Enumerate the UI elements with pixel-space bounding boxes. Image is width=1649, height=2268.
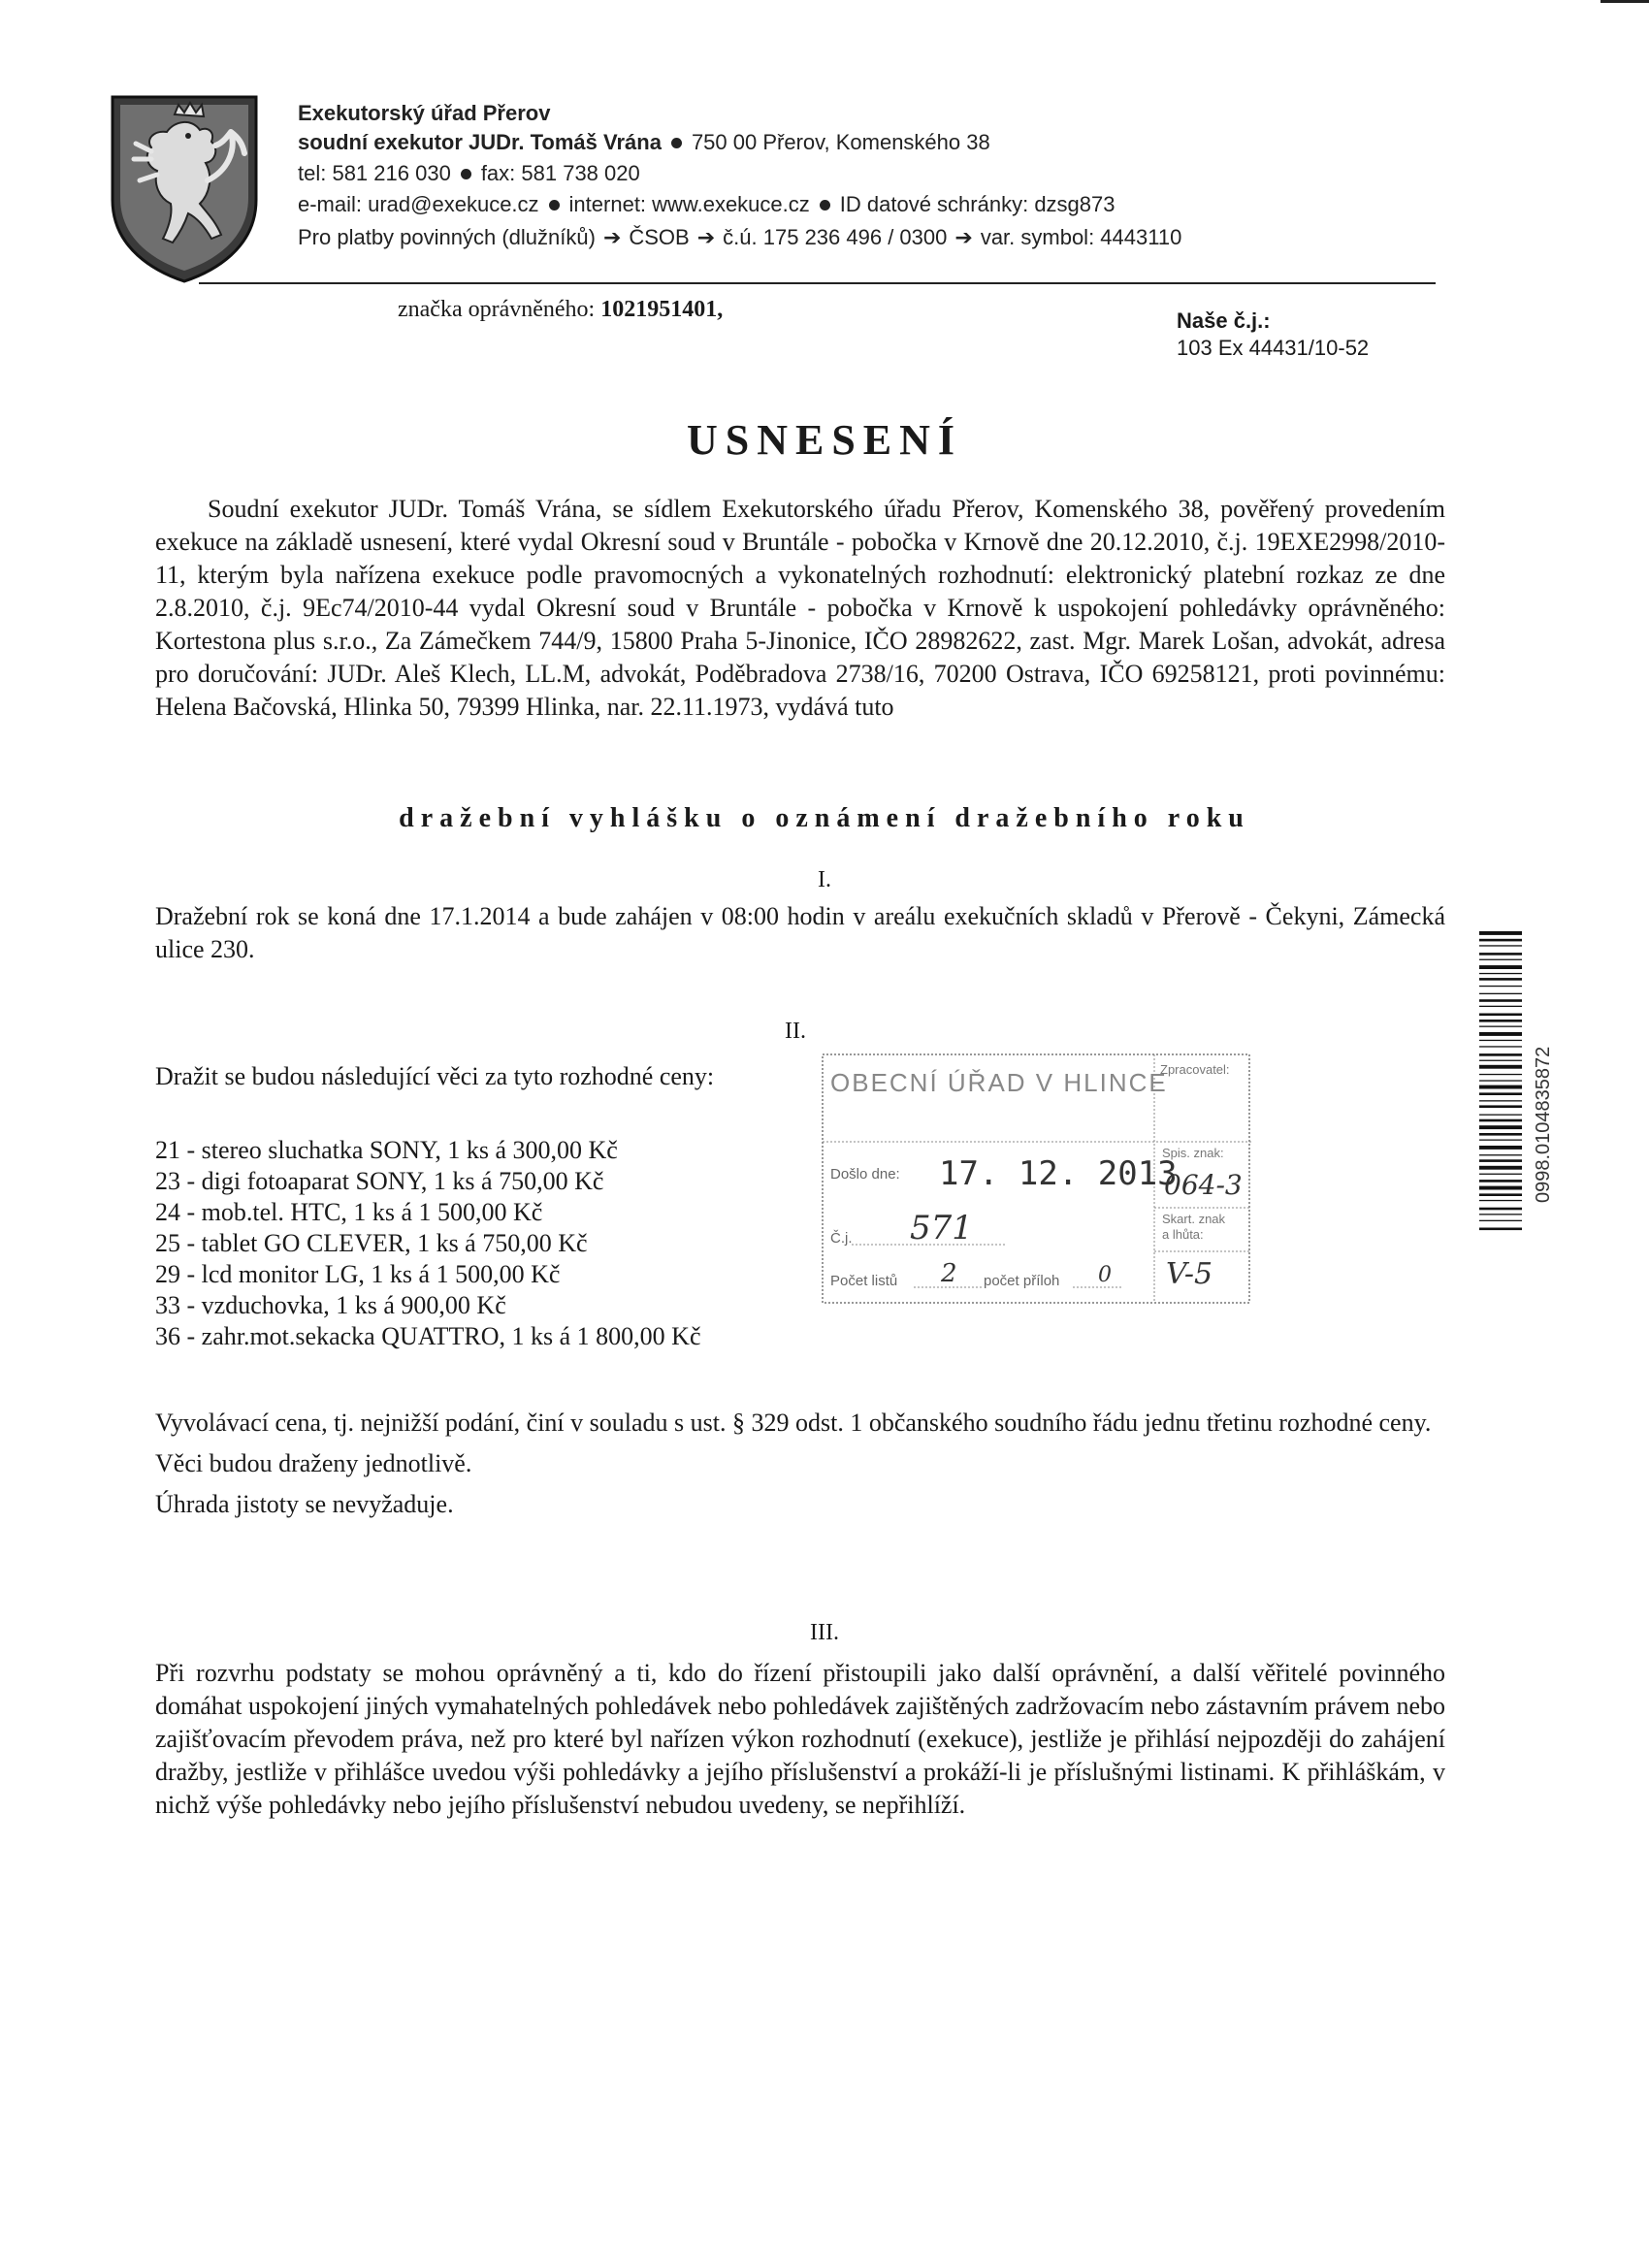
corner-mark <box>1600 0 1649 3</box>
document-title: USNESENÍ <box>686 416 963 464</box>
barcode-bar <box>1479 1053 1522 1056</box>
barcode-bar <box>1479 965 1522 969</box>
barcode-bar <box>1479 1074 1522 1075</box>
section-3-text: Při rozvrhu podstaty se mohou oprávněný a ti, kdo do řízení přistoupili jako další oprávnění, a další věřitelé povinného domáhat uspokojení jiných vymahatelných pohledávek nebo pohledávek zajištěných zadržovacím nebo zástavním právem nebo zajišťovacím převodem práva, než pro které byl nařízen výkon rozhodnutí (exekuce), jestliže je přihlásí nejpozději do zahájení dražby, jestliže v přihlášce uvedou výši pohledávky a jejího příslušenství a prokáží-li je příslušnými listinami. K přihláškám, v nichž výše pohledávky nebo jejího příslušenství nebudou uvedeny, se nepřihlíží. <box>155 1659 1445 1819</box>
barcode-bar <box>1479 1046 1522 1047</box>
section-3 <box>155 1657 1445 1822</box>
znacka-opravneneho <box>398 297 723 323</box>
stamp-skart-value: V-5 <box>1166 1257 1213 1291</box>
list-item: 29 - lcd monitor LG, 1 ks á 1 500,00 Kč <box>155 1260 561 1288</box>
barcode-bar <box>1479 978 1522 981</box>
barcode-bar <box>1479 1125 1522 1129</box>
list-item: 23 - digi fotoaparat SONY, 1 ks á 750,00 Kč <box>155 1167 604 1195</box>
barcode-bar <box>1479 1159 1522 1162</box>
barcode-bar <box>1479 1166 1522 1170</box>
znacka-value: 1021951401, <box>600 297 724 322</box>
barcode-bar <box>1479 939 1522 942</box>
coat-of-arms-icon <box>107 93 262 283</box>
header-payment-line <box>298 223 1181 252</box>
barcode-bar <box>1479 1180 1522 1183</box>
barcode-bar <box>1479 1006 1522 1007</box>
barcode-bar <box>1479 1228 1522 1231</box>
barcode-bar <box>1479 973 1522 974</box>
header-executor: soudní exekutor JUDr. Tomáš Vrána <box>298 130 662 154</box>
barcode-bar <box>1479 1146 1522 1150</box>
stamp-spis-value: 064-3 <box>1164 1169 1243 1201</box>
stamp-cj-label: Č.j. <box>830 1230 853 1247</box>
section-2-note-2: Věci budou draženy jednotlivě. <box>155 1449 472 1477</box>
barcode-bar <box>1479 1119 1522 1122</box>
stamp-cj-value: 571 <box>910 1209 973 1247</box>
registry-stamp <box>821 1053 1251 1305</box>
header-email: e-mail: urad@exekuce.cz <box>298 192 539 216</box>
barcode-bar <box>1479 1154 1522 1155</box>
intro-text: Soudní exekutor JUDr. Tomáš Vrána, se sídlem Exekutorského úřadu Přerov, Komenského 38, pověřený provedením exekuce na základě usnesení, které vydal Okresní soud v Bruntále - pobočka v Krnově dne 20.12.2010, č.j. 19EXE2998/2010-11, kterým byla nařízena exekuce podle pravomocných a vykonatelných rozhodnutí: elektronický platební rozkaz ze dne 2.8.2010, č.j. 9Ec74/2010-44 vydal Okresní soud v Bruntále - pobočka v Krnově k uspokojení pohledávky oprávněného: Kortestona plus s.r.o., Za Zámečkem 744/9, 15800 Praha 5-Jinonice, IČO 28982622, zast. Mgr. Marek Lošan, advokát, adresa pro doručování: JUDr. Aleš Klech, LL.M, advokát, Poděbradova 2738/16, 70200 Ostrava, IČO 69258121, proti povinnému: Helena Bačovská, Hlinka 50, 79399 Hlinka, nar. 22.11.1973, vydává tuto <box>155 495 1445 721</box>
barcode-bar <box>1479 1020 1522 1022</box>
header-varsymbol: var. symbol: 4443110 <box>980 225 1182 249</box>
barcode-bar <box>1479 959 1522 960</box>
header-phone-line <box>298 159 640 188</box>
stamp-pocet-listu-label: Počet listů <box>830 1273 898 1289</box>
list-item: 36 - zahr.mot.sekacka QUATTRO, 1 ks á 1 800,00 Kč <box>155 1322 701 1350</box>
document-subtitle: dražební vyhlášku o oznámení dražebního roku <box>399 803 1250 833</box>
header-account: č.ú. 175 236 496 / 0300 <box>723 225 948 249</box>
header-divider <box>199 282 1436 284</box>
stamp-skart-label-2: a lhůta: <box>1162 1227 1204 1242</box>
arrow-right-icon: ➔ <box>954 225 973 249</box>
barcode <box>1479 931 1522 1266</box>
znacka-label: značka oprávněného: <box>398 297 596 322</box>
intro-paragraph <box>155 493 1445 724</box>
section-2-numeral: II. <box>785 1019 806 1044</box>
barcode-bar <box>1479 1100 1522 1101</box>
barcode-bar <box>1479 999 1522 1002</box>
stamp-pocet-priloh-value: 0 <box>1098 1263 1112 1287</box>
barcode-bar <box>1479 1060 1522 1061</box>
barcode-bar <box>1479 1186 1522 1190</box>
header-executor-line <box>298 128 990 157</box>
barcode-bar <box>1479 993 1522 994</box>
stamp-pocet-listu-value: 2 <box>941 1259 957 1288</box>
nase-cj-value: 103 Ex 44431/10-52 <box>1177 336 1370 360</box>
stamp-pocet-priloh-label: počet příloh <box>984 1273 1060 1289</box>
list-item: 33 - vzduchovka, 1 ks á 900,00 Kč <box>155 1291 506 1319</box>
header-bank: ČSOB <box>629 225 690 249</box>
barcode-bar <box>1479 953 1522 956</box>
section-3-numeral: III. <box>810 1620 839 1645</box>
barcode-bar <box>1479 1040 1522 1041</box>
barcode-bar <box>1479 1214 1522 1215</box>
stamp-office: OBECNÍ ÚŘAD V HLINCE <box>830 1068 1168 1097</box>
section-2-note-3: Úhrada jistoty se nevyžaduje. <box>155 1490 454 1518</box>
nase-cj-label: Naše č.j.: <box>1177 308 1271 333</box>
barcode-number: 0998.0104835872 <box>1533 1046 1554 1203</box>
barcode-bar <box>1479 1085 1522 1089</box>
barcode-bar <box>1479 1193 1522 1196</box>
barcode-bar <box>1479 1032 1522 1036</box>
header-payments: Pro platby povinných (dlužníků) <box>298 225 596 249</box>
auction-items-list <box>155 1135 701 1352</box>
barcode-bar <box>1479 1140 1522 1141</box>
barcode-bar <box>1479 1200 1522 1201</box>
section-1-text: Dražební rok se koná dne 17.1.2014 a bude zahájen v 08:00 hodin v areálu exekučních skladů v Přerově - Čekyni, Zámecká ulice 230. <box>155 902 1445 963</box>
list-item: 25 - tablet GO CLEVER, 1 ks á 750,00 Kč <box>155 1229 588 1257</box>
stamp-doslo-label: Došlo dne: <box>830 1166 900 1183</box>
barcode-bar <box>1479 1115 1522 1116</box>
list-item: 24 - mob.tel. HTC, 1 ks á 1 500,00 Kč <box>155 1198 543 1226</box>
header-tel: tel: 581 216 030 <box>298 161 451 185</box>
arrow-right-icon: ➔ <box>602 225 622 249</box>
barcode-bar <box>1479 1065 1522 1069</box>
arrow-right-icon: ➔ <box>696 225 716 249</box>
barcode-bar <box>1479 986 1522 987</box>
barcode-bar <box>1479 945 1522 946</box>
barcode-bar <box>1479 1026 1522 1027</box>
header-office: Exekutorský úřad Přerov <box>298 101 551 125</box>
barcode-bar <box>1479 1208 1522 1211</box>
section-2-notes <box>155 1407 1445 1529</box>
barcode-bar <box>1479 1105 1522 1108</box>
barcode-bar <box>1479 931 1522 935</box>
section-2-note-1: Vyvolávací cena, tj. nejnižší podání, činí v souladu s ust. § 329 odst. 1 občanského soudního řádu jednu třetinu rozhodné ceny. <box>155 1409 1432 1437</box>
barcode-bar <box>1479 1174 1522 1175</box>
list-item: 21 - stereo sluchatka SONY, 1 ks á 300,00 Kč <box>155 1136 618 1164</box>
stamp-spis-label: Spis. znak: <box>1162 1146 1224 1160</box>
section-1 <box>155 900 1445 966</box>
section-1-numeral: I. <box>818 867 831 892</box>
header-databox: ID datové schránky: dzsg873 <box>839 192 1116 216</box>
bullet-icon <box>549 200 560 211</box>
bullet-icon <box>461 169 471 179</box>
header-address: 750 00 Přerov, Komenského 38 <box>691 130 990 154</box>
barcode-bar <box>1479 1014 1522 1017</box>
barcode-bar <box>1479 1080 1522 1081</box>
bullet-icon <box>820 200 830 211</box>
header-contact-line <box>298 190 1116 219</box>
barcode-bar <box>1479 1133 1522 1136</box>
header-internet: internet: www.exekuce.cz <box>568 192 810 216</box>
barcode-bar <box>1479 1220 1522 1221</box>
bullet-icon <box>671 138 682 148</box>
header-fax: fax: 581 738 020 <box>480 161 640 185</box>
stamp-zpracovatel-label: Zpracovatel: <box>1160 1062 1230 1077</box>
stamp-skart-label-1: Skart. znak <box>1162 1212 1226 1226</box>
section-2-lead: Dražit se budou následující věci za tyto rozhodné ceny: <box>155 1062 715 1090</box>
barcode-bar <box>1479 1092 1522 1095</box>
stamp-doslo-value: 17. 12. 2013 <box>939 1154 1178 1193</box>
